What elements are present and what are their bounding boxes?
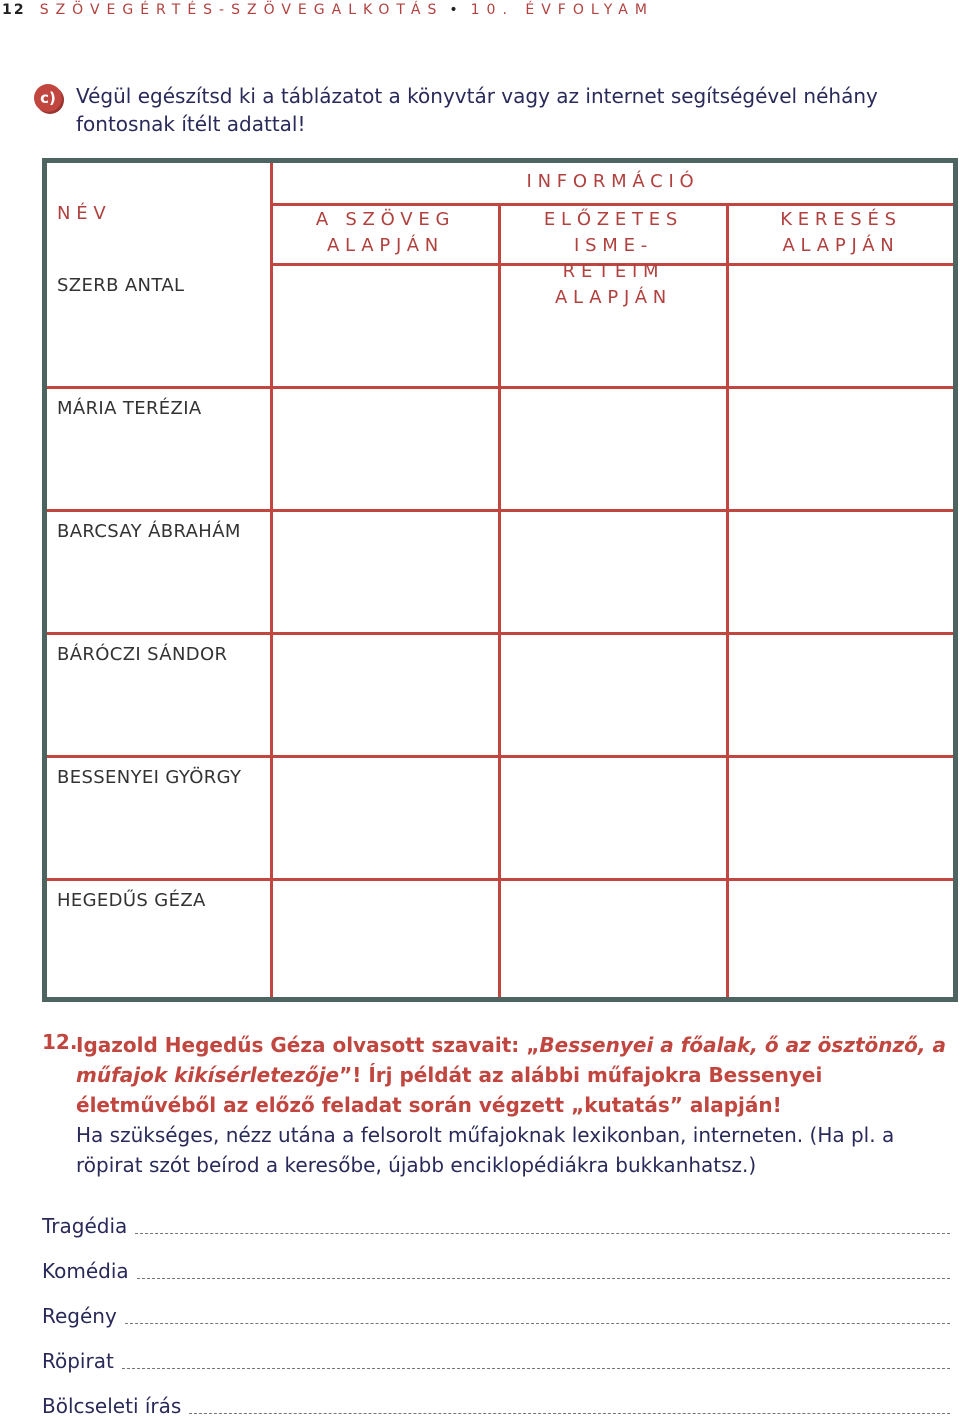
table-row-divider: [47, 632, 953, 635]
dashed-answer-line[interactable]: [135, 1233, 950, 1234]
answer-line-tragedy[interactable]: Tragédia: [42, 1208, 950, 1238]
running-head: [2, 2, 654, 22]
answer-line-pamphlet[interactable]: Röpirat: [42, 1343, 950, 1373]
row-name: BÁRÓCZI SÁNDOR: [57, 644, 228, 665]
header-information: INFORMÁCIÓ: [526, 171, 700, 192]
task-badge: c): [34, 84, 62, 112]
row-name: BARCSAY ÁBRAHÁM: [57, 521, 241, 542]
task-number: 12.: [42, 1030, 78, 1054]
header-col-search: KERESÉS ALAPJÁN: [780, 209, 902, 256]
header-name: NÉV: [57, 203, 112, 224]
answer-line-novel[interactable]: Regény: [42, 1298, 950, 1328]
answer-line-philosophy[interactable]: Bölcseleti írás: [42, 1388, 950, 1418]
table-row-divider: [47, 755, 953, 758]
dashed-answer-line[interactable]: [137, 1278, 950, 1279]
separator-dot-icon: •: [449, 2, 465, 18]
row-name: SZERB ANTAL: [57, 275, 185, 296]
info-table: [42, 158, 958, 1002]
row-name: MÁRIA TERÉZIA: [57, 398, 202, 419]
dashed-answer-line[interactable]: [189, 1413, 950, 1414]
dashed-answer-line[interactable]: [125, 1323, 950, 1324]
dashed-answer-line[interactable]: [122, 1368, 950, 1369]
row-name: BESSENYEI GYÖRGY: [57, 767, 242, 788]
header-col-prior: ELŐZETES ISME- RETEIM ALAPJÁN: [543, 209, 684, 308]
answer-line-comedy[interactable]: Komédia: [42, 1253, 950, 1283]
page-number: 12: [2, 2, 26, 18]
table-row-divider: [270, 203, 953, 206]
running-head-grade: 10. ÉVFOLYAM: [470, 2, 654, 18]
task-12-instruction: Igazold Hegedűs Géza olvasott szavait: „Bessenyei a főalak, ő az ösztönző, a műfajok kikísérletezője”! Írj példát az alábbi műfajokra Bessenyei életművéből az előző feladat során végzett „kutatás” alapján! Ha szükséges, nézz utána a felsorolt műfajoknak lexikonban, interneten. (Ha pl. a röpirat szót beírod a keresőbe, újabb enciklopédiákra bukkanhatsz.): [76, 1033, 946, 1177]
table-row-divider: [47, 878, 953, 881]
running-head-subject: SZÖVEGÉRTÉS-SZÖVEGALKOTÁS: [39, 2, 444, 18]
table-row-divider: [47, 386, 953, 389]
header-col-text: A SZÖVEG ALAPJÁN: [315, 209, 456, 256]
table-row-divider: [47, 509, 953, 512]
row-name: HEGEDŰS GÉZA: [57, 890, 206, 911]
table-col-divider: [270, 163, 273, 997]
task-c-instruction: Végül egészítsd ki a táblázatot a könyvtár vagy az internet segítségével néhány fontosnak ítélt adattal!: [76, 84, 878, 136]
